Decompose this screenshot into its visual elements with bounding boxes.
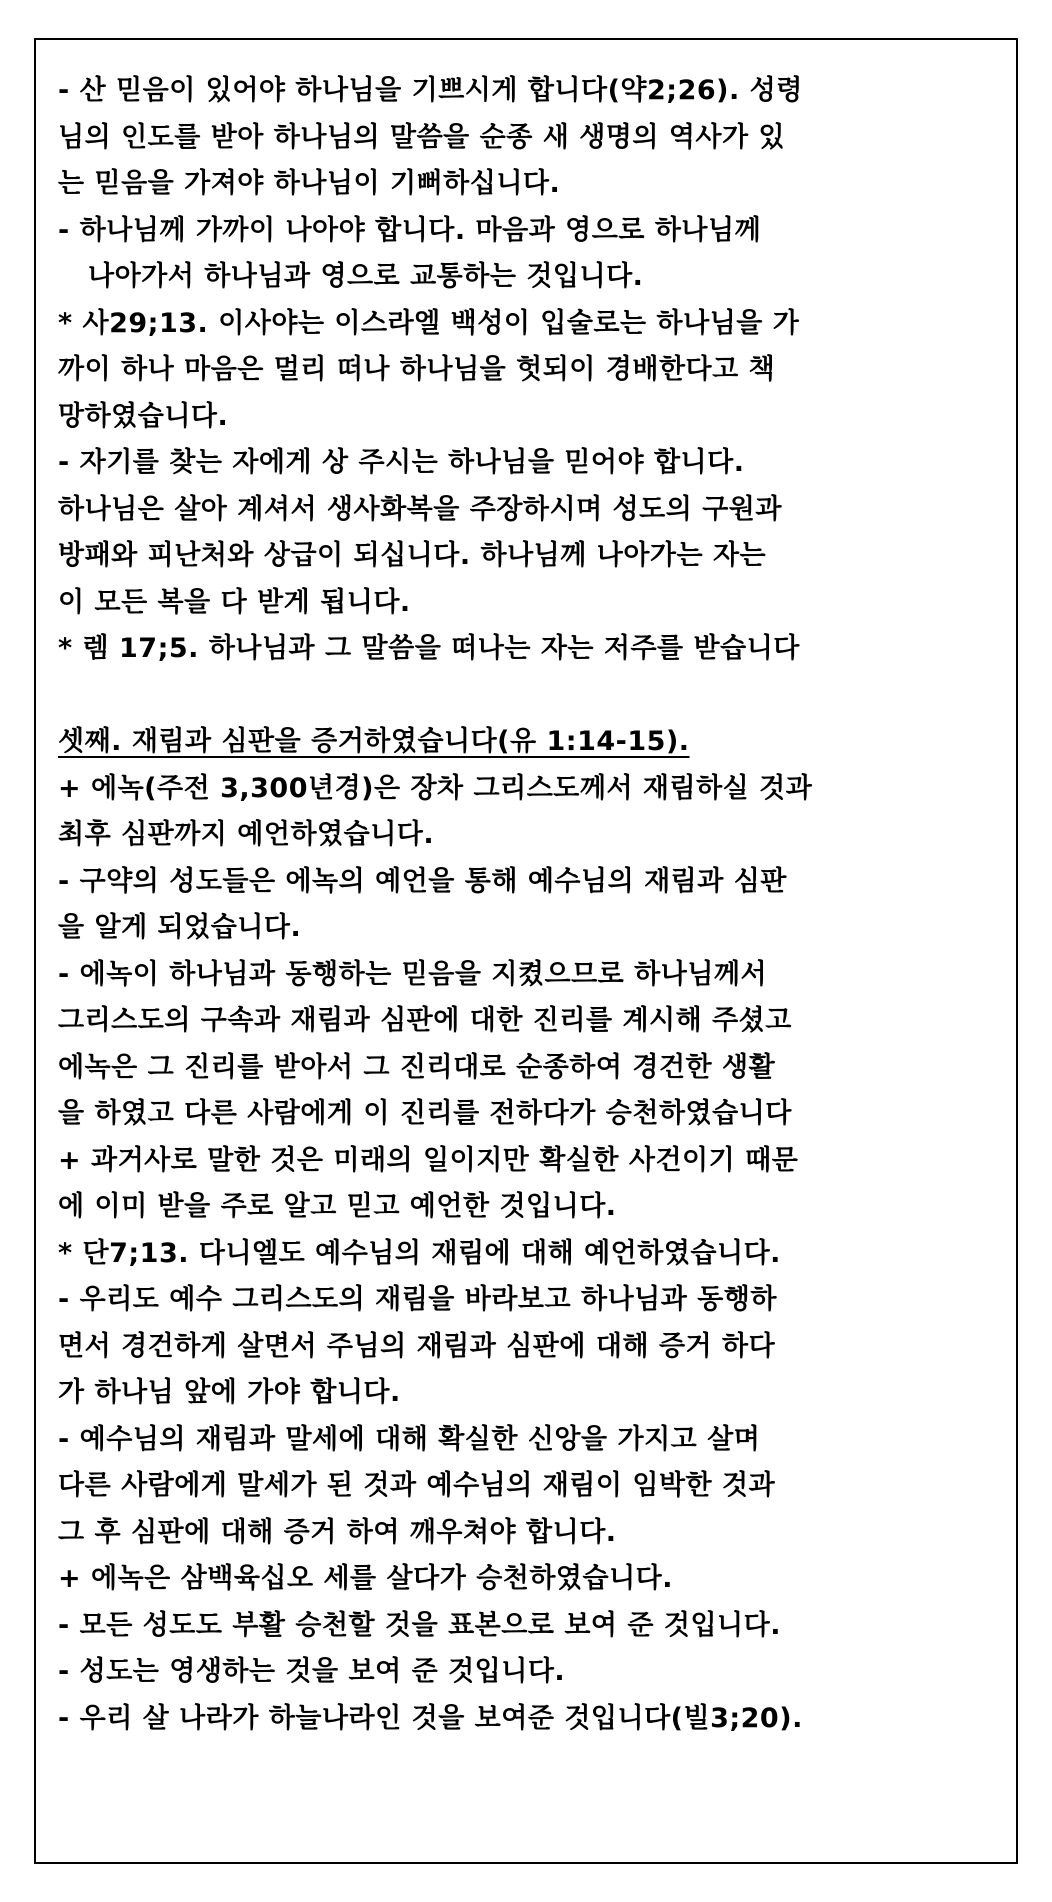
text-line: - 성도는 영생하는 것을 보여 준 것입니다. bbox=[58, 1656, 566, 1687]
text-line: - 산 믿음이 있어야 하나님을 기쁘시게 합니다(약2;26). 성령 bbox=[58, 75, 803, 106]
text-line: 이 모든 복을 다 받게 됩니다. bbox=[58, 586, 411, 618]
spacer bbox=[58, 673, 1008, 720]
text-line: - 에녹이 하나님과 동행하는 믿음을 지켰으므로 하나님께서 bbox=[58, 958, 768, 990]
text-line: * 단7;13. 다니엘도 예수님의 재림에 대해 예언하였습니다. bbox=[58, 1237, 781, 1269]
text-line: - 우리도 예수 그리스도의 재림을 바라보고 하나님과 동행하 bbox=[58, 1284, 777, 1315]
document-body bbox=[58, 68, 1008, 1742]
text-line: + 과거사로 말한 것은 미래의 일이지만 확실한 사건이기 때문 bbox=[58, 1144, 799, 1176]
text-line: 가 하나님 앞에 가야 합니다. bbox=[58, 1377, 401, 1408]
text-line: 에녹은 그 진리를 받아서 그 진리대로 순종하여 경건한 생활 bbox=[58, 1051, 776, 1083]
section-heading: 셋째. 재림과 심판을 증거하였습니다(유 1:14-15). bbox=[58, 726, 690, 757]
text-line: + 에녹(주전 3,300년경)은 장차 그리스도께서 재림하실 것과 bbox=[58, 772, 813, 804]
text-line: - 예수님의 재림과 말세에 대해 확실한 신앙을 가지고 살며 bbox=[58, 1423, 761, 1455]
text-line: 그리스도의 구속과 재림과 심판에 대한 진리를 계시해 주셨고 bbox=[58, 1005, 792, 1036]
text-line: - 우리 살 나라가 하늘나라인 것을 보여준 것입니다(빌3;20). bbox=[58, 1702, 803, 1734]
text-line: 방패와 피난처와 상급이 되십니다. 하나님께 나아가는 자는 bbox=[58, 540, 767, 571]
text-line: - 자기를 찾는 자에게 상 주시는 하나님을 믿어야 합니다. bbox=[58, 447, 745, 478]
text-line: 까이 하나 마음은 멀리 떠나 하나님을 헛되이 경배한다고 책 bbox=[58, 354, 776, 385]
text-line: 하나님은 살아 계셔서 생사화복을 주장하시며 성도의 구원과 bbox=[58, 493, 782, 525]
text-line: - 모든 성도도 부활 승천할 것을 표본으로 보여 준 것입니다. bbox=[58, 1609, 781, 1641]
text-line: 그 후 심판에 대해 증거 하여 깨우쳐야 합니다. bbox=[58, 1516, 617, 1548]
text-line: 을 하였고 다른 사람에게 이 진리를 전하다가 승천하였습니다 bbox=[58, 1098, 792, 1129]
text-line: 망하였습니다. bbox=[58, 400, 229, 432]
text-line: * 사29;13. 이사야는 이스라엘 백성이 입술로는 하나님을 가 bbox=[58, 307, 800, 339]
text-line: + 에녹은 삼백육십오 세를 살다가 승천하였습니다. bbox=[58, 1563, 674, 1594]
text-line: 에 이미 받을 주로 알고 믿고 예언한 것입니다. bbox=[58, 1191, 617, 1222]
text-line: 님의 인도를 받아 하나님의 말씀을 순종 새 생명의 역사가 있 bbox=[58, 121, 786, 153]
text-line: 을 알게 되었습니다. bbox=[58, 912, 302, 943]
text-line: 나아가서 하나님과 영으로 교통하는 것입니다. bbox=[88, 261, 644, 292]
text-line: - 하나님께 가까이 나아야 합니다. 마음과 영으로 하나님께 bbox=[58, 214, 762, 246]
text-line: 는 믿음을 가져야 하나님이 기뻐하십니다. bbox=[58, 168, 561, 199]
text-line: 최후 심판까지 예언하였습니다. bbox=[58, 819, 435, 850]
text-line: 다른 사람에게 말세가 된 것과 예수님의 재림이 임박한 것과 bbox=[58, 1470, 776, 1501]
text-line: - 구약의 성도들은 에녹의 예언을 통해 예수님의 재림과 심판 bbox=[58, 865, 787, 897]
text-line: 면서 경건하게 살면서 주님의 재림과 심판에 대해 증거 하다 bbox=[58, 1330, 776, 1362]
text-line: * 렘 17;5. 하나님과 그 말씀을 떠나는 자는 저주를 받습니다 bbox=[58, 633, 800, 664]
